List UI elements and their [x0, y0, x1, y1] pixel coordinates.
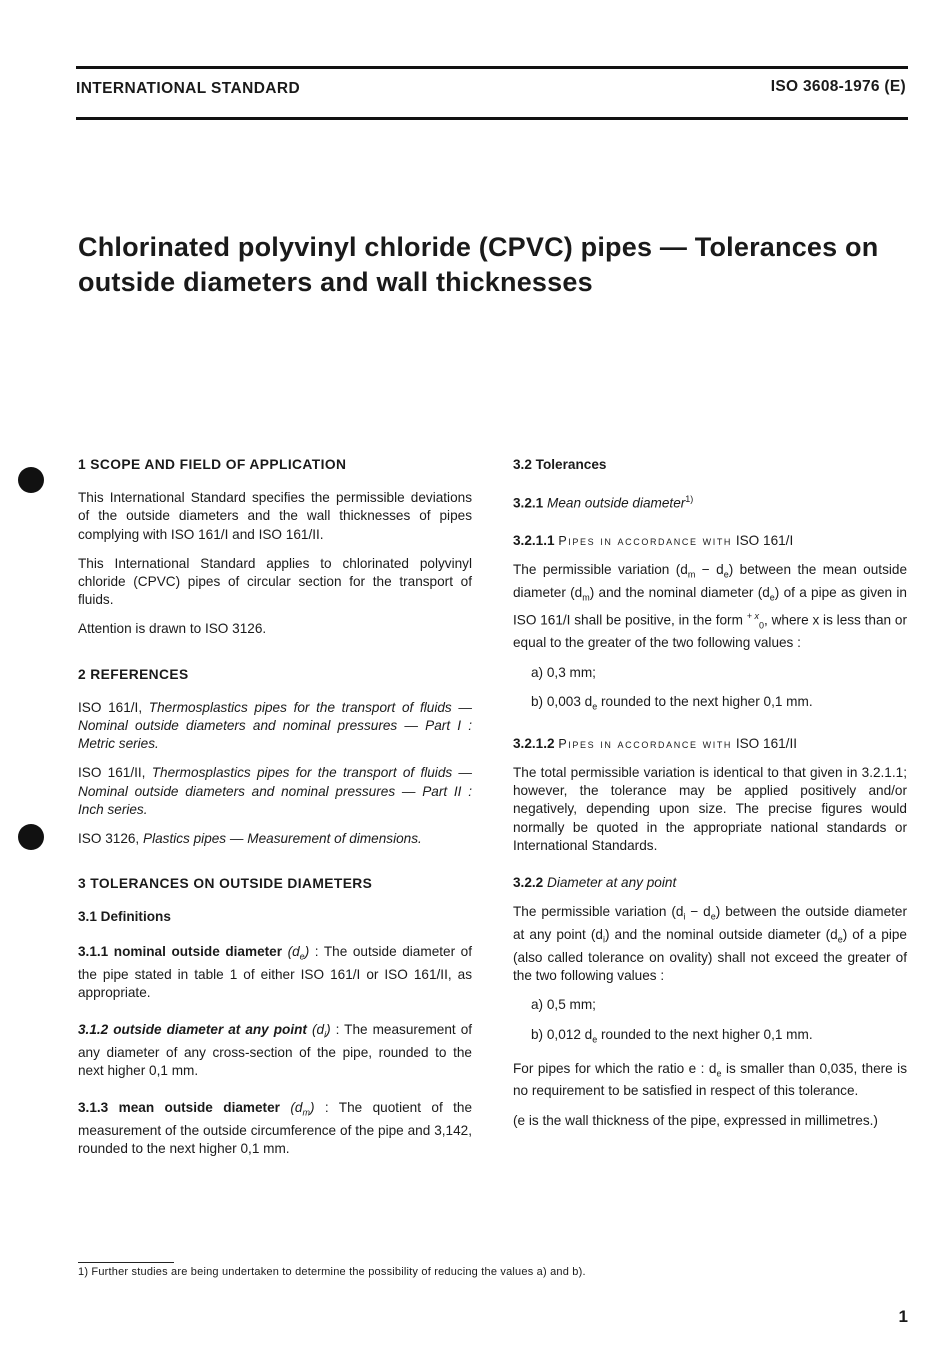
section-1-paragraph-2: This International Standard applies to chlorinated polyvinyl chloride (CPVC) pipes of circular section for the transport of fluids. — [78, 555, 472, 608]
reference-iso-161-1: ISO 161/I, Thermosplastics pipes for the transport of fluids — Nominal outside diameters and nominal pressures — Part I : Metric series. — [78, 699, 472, 752]
section-3-2-1-1-item-a: a) 0,3 mm; — [531, 664, 596, 680]
header-bottom-rule — [76, 117, 908, 120]
page-number: 1 — [898, 1307, 908, 1326]
section-3-2-2-heading: 3.2.2 Diameter at any point — [513, 874, 677, 890]
section-3-2-heading: 3.2 Tolerances — [513, 457, 607, 472]
section-3-heading: 3 TOLERANCES ON OUTSIDE DIAMETERS — [78, 876, 373, 892]
footnote: 1) Further studies are being undertaken to determine the possibility of reducing the values a) and b). — [78, 1266, 586, 1278]
section-3-1-heading: 3.1 Definitions — [78, 909, 171, 925]
header-standard-type: INTERNATIONAL STANDARD — [76, 80, 301, 97]
section-3-2-1-1-paragraph: The permissible variation $(d_m - d_e)$ between the mean outside diameter $(d_m)$ and the nominal diameter $(d_e)$ of a pipe as given in ISO 161/I shall be positive, in the form $^{+ x}_0$, where x is less than or equal to the greater of the two following values : — [513, 562, 908, 651]
section-3-2-2-item-b: b) 0,012 $d_e$ rounded to the next higher 0,1 mm. — [531, 1026, 813, 1045]
definition-3-1-2: 3.1.2 outside diameter at any point $(d_i)$ : The measurement of any diameter of any cross-section of the pipe, rounded to the next higher 0,1 mm. — [78, 1021, 473, 1079]
section-3-2-2-paragraph-1: The permissible variation $(d_i - d_e)$ between the outside diameter at any point $(d_i)$ and the nominal outside diameter $(d_e)$ of a pipe (also called tolerance on ovality) shall not exceed the greater of the two following values : — [513, 904, 907, 984]
section-1-paragraph-1: This International Standard specifies the permissible deviations of the outside diameters and the wall thicknesses of pipes complying with ISO 161/I and ISO 161/II. — [78, 490, 472, 542]
header-standard-number: ISO 3608-1976 (E) — [770, 78, 906, 95]
definition-3-1-3: 3.1.3 mean outside diameter $(d_m)$ : The quotient of the measurement of the outside circumference of the pipe and 3,142, rounded to the next higher 0,1 mm. — [78, 1100, 473, 1157]
right-column — [513, 456, 907, 1141]
section-1-paragraph-3: Attention is drawn to ISO 3126. — [78, 621, 267, 637]
section-3-2-2-paragraph-2: For pipes for which the ratio e : $d_e$ is smaller than 0,035, there is no requirement to be satisfied in respect of this tolerance. — [513, 1060, 908, 1099]
document-title: Chlorinated polyvinyl chloride (CPVC) pipes — Tolerances on outside diameters and wall thicknesses — [78, 232, 879, 297]
reference-iso-161-2: ISO 161/II, Thermosplastics pipes for the transport of fluids — Nominal outside diameters and nominal pressures — Part II : Inch series. — [78, 765, 473, 817]
punch-hole-top — [18, 467, 44, 493]
section-1-heading: 1 SCOPE AND FIELD OF APPLICATION — [78, 457, 347, 472]
header-top-rule — [76, 66, 908, 69]
section-2-heading: 2 REFERENCES — [78, 666, 189, 682]
section-3-2-1-1-heading: 3.2.1.1 Pipes in accordance with ISO 161/I — [513, 532, 794, 548]
section-3-2-2-paragraph-3: (e is the wall thickness of the pipe, expressed in millimetres.) — [513, 1112, 878, 1128]
section-3-2-1-1-item-b: b) 0,003 $d_e$ rounded to the next higher 0,1 mm. — [531, 693, 813, 712]
section-3-2-2-item-a: a) 0,5 mm; — [531, 997, 596, 1013]
section-3-2-1-2-paragraph: The total permissible variation is identical to that given in 3.2.1.1; however, the tolerance may be applied positively and/or negatively, depending upon size. The precise figures would normally be quoted in the appropriate national standards or International Standards. — [513, 764, 907, 853]
reference-iso-3126: ISO 3126, Plastics pipes — Measurement of dimensions. — [78, 831, 422, 847]
section-3-2-1-2-heading: 3.2.1.2 Pipes in accordance with ISO 161/II — [513, 735, 798, 751]
section-3-2-1-heading: 3.2.1 Mean outside diameter$^{1)}$ — [513, 494, 694, 511]
definition-3-1-1: 3.1.1 nominal outside diameter $(d_e)$ : The outside diameter of the pipe stated in table 1 of either ISO 161/I or ISO 161/II, as appropriate. — [78, 943, 473, 1000]
left-column — [78, 456, 472, 1170]
punch-hole-bottom — [18, 824, 44, 850]
footnote-rule — [78, 1262, 174, 1263]
